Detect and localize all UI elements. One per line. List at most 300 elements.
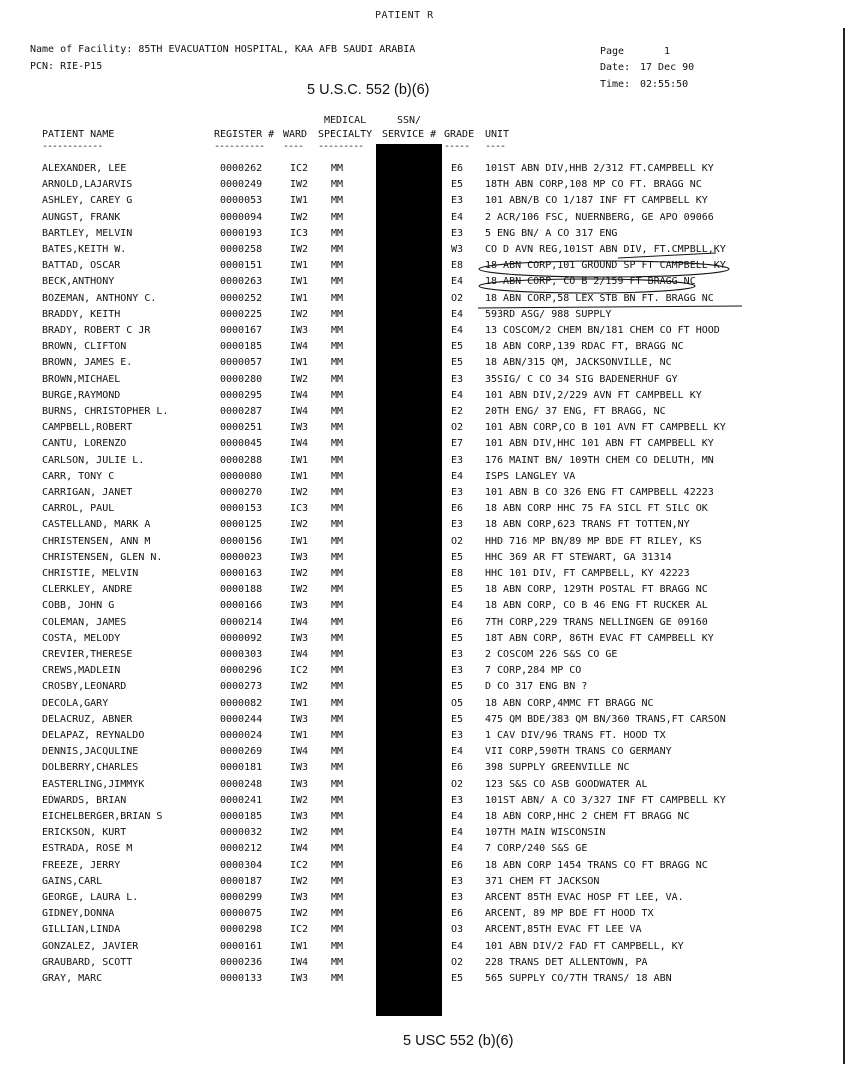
grade-cell: E3 — [451, 730, 464, 741]
page-number: 1 — [664, 46, 671, 57]
unit-cell: 176 MAINT BN/ 109TH CHEM CO DELUTH, MN — [485, 454, 714, 466]
patient-name-cell: BURNS, CHRISTOPHER L. — [42, 406, 169, 417]
ward-cell: IW3 — [290, 600, 309, 612]
medical-specialty-cell: MM — [331, 260, 344, 272]
header-grade: GRADE — [444, 129, 475, 140]
register-number-cell: 0000225 — [220, 308, 263, 320]
medical-specialty-cell: MM — [331, 827, 344, 839]
ward-cell: IW2 — [290, 908, 309, 920]
register-number-cell: 0000032 — [220, 827, 263, 839]
register-number-cell: 0000156 — [220, 535, 263, 547]
unit-cell: ARCENT 85TH EVAC HOSP FT LEE, VA. — [485, 892, 684, 903]
unit-cell: 18 ABN CORP, CO B 2/159 FT BRAGG NC — [485, 276, 696, 288]
patient-name-cell: CROSBY,LEONARD — [42, 681, 127, 693]
register-number-cell: 0000262 — [220, 163, 263, 174]
medical-specialty-cell: MM — [331, 843, 344, 855]
ward-cell: IW1 — [290, 276, 309, 288]
register-number-cell: 0000188 — [220, 584, 263, 596]
grade-cell: E6 — [451, 762, 464, 774]
circle-annotation-battad — [479, 261, 729, 277]
register-number-cell: 0000299 — [220, 892, 263, 903]
patient-name-cell: GRAUBARD, SCOTT — [42, 956, 133, 968]
grade-cell: E3 — [451, 892, 464, 903]
register-number-cell: 0000263 — [220, 276, 263, 288]
grade-cell: E6 — [451, 908, 464, 920]
ward-cell: IW1 — [290, 470, 309, 482]
header-rule-specialty: --------- — [318, 141, 364, 152]
medical-specialty-cell: MM — [331, 632, 344, 644]
medical-specialty-cell: MM — [331, 438, 344, 450]
unit-cell: 18 ABN CORP,4MMC FT BRAGG NC — [485, 697, 654, 709]
ward-cell: IW2 — [290, 681, 309, 693]
register-number-cell: 0000244 — [220, 713, 263, 725]
ward-cell: IW3 — [290, 811, 309, 822]
unit-cell: 101ST ABN DIV,HHB 2/312 FT.CAMPBELL KY — [485, 163, 714, 174]
grade-cell: E3 — [451, 519, 464, 531]
register-number-cell: 0000251 — [220, 422, 263, 434]
patient-name-cell: AUNGST, FRANK — [42, 211, 121, 223]
unit-cell: 593RD ASG/ 988 SUPPLY — [485, 308, 612, 320]
register-number-cell: 0000151 — [220, 260, 263, 272]
ward-cell: IW2 — [290, 179, 309, 191]
unit-cell: 101 ABN/B CO 1/187 INF FT CAMPBELL KY — [485, 195, 708, 207]
medical-specialty-cell: MM — [331, 713, 344, 725]
ward-cell: IW2 — [290, 211, 309, 223]
facility-line: Name of Facility: 85TH EVACUATION HOSPITAL, KAA AFB SAUDI ARABIA — [30, 44, 416, 55]
register-number-cell: 0000296 — [220, 665, 263, 677]
register-number-cell: 0000163 — [220, 568, 263, 579]
ward-cell: IW2 — [290, 487, 309, 498]
unit-cell: 5 ENG BN/ A CO 317 ENG — [485, 227, 618, 239]
grade-cell: E4 — [451, 276, 464, 288]
grade-cell: E3 — [451, 794, 464, 806]
unit-cell: 1 CAV DIV/96 TRANS FT. HOOD TX — [485, 730, 666, 741]
patient-name-cell: ALEXANDER, LEE — [42, 163, 127, 174]
register-number-cell: 0000248 — [220, 778, 263, 790]
register-number-cell: 0000075 — [220, 908, 263, 920]
grade-cell: O2 — [451, 956, 464, 968]
grade-cell: E3 — [451, 665, 464, 677]
grade-cell: E4 — [451, 600, 464, 612]
patient-name-cell: GAINS,CARL — [42, 875, 103, 887]
patient-name-cell: COLEMAN, JAMES — [42, 616, 127, 628]
unit-cell: ISPS LANGLEY VA — [485, 470, 576, 482]
date-label: Date: — [600, 62, 631, 73]
unit-cell: 18 ABN CORP 1454 TRANS CO FT BRAGG NC — [485, 859, 708, 871]
grade-cell: E8 — [451, 568, 464, 579]
report-title: PATIENT R — [375, 10, 434, 21]
patient-name-cell: CARROL, PAUL — [42, 503, 115, 515]
medical-specialty-cell: MM — [331, 454, 344, 466]
grade-cell: E4 — [451, 389, 464, 401]
patient-name-cell: GRAY, MARC — [42, 973, 103, 984]
medical-specialty-cell: MM — [331, 794, 344, 806]
grade-cell: E6 — [451, 859, 464, 871]
medical-specialty-cell: MM — [331, 875, 344, 887]
header-specialty-line2: SPECIALTY — [318, 129, 373, 140]
ward-cell: IW1 — [290, 260, 309, 272]
ward-cell: IW4 — [290, 406, 309, 417]
unit-cell: 18 ABN CORP,HHC 2 CHEM FT BRAGG NC — [485, 811, 690, 822]
register-number-cell: 0000298 — [220, 924, 263, 936]
medical-specialty-cell: MM — [331, 956, 344, 968]
unit-cell: ARCENT, 89 MP BDE FT HOOD TX — [485, 908, 654, 920]
register-number-cell: 0000082 — [220, 697, 263, 709]
grade-cell: E7 — [451, 438, 464, 450]
patient-name-cell: CHRISTENSEN, ANN M — [42, 535, 151, 547]
unit-cell: 18 ABN CORP, 129TH POSTAL FT BRAGG NC — [485, 584, 708, 596]
register-number-cell: 0000270 — [220, 487, 263, 498]
unit-cell: 371 CHEM FT JACKSON — [485, 875, 600, 887]
medical-specialty-cell: MM — [331, 292, 344, 304]
unit-cell: HHC 369 AR FT STEWART, GA 31314 — [485, 551, 672, 563]
unit-cell: 7 CORP,284 MP CO — [485, 665, 582, 677]
register-number-cell: 0000057 — [220, 357, 263, 369]
page-label: Page — [600, 46, 625, 57]
patient-name-cell: GILLIAN,LINDA — [42, 924, 121, 936]
ward-cell: IW3 — [290, 632, 309, 644]
grade-cell: E5 — [451, 681, 464, 693]
ward-cell: IW2 — [290, 308, 309, 320]
unit-cell: HHD 716 MP BN/89 MP BDE FT RILEY, KS — [485, 535, 702, 547]
grade-cell: E4 — [451, 811, 464, 822]
unit-cell: 2 ACR/106 FSC, NUERNBERG, GE APO 09066 — [485, 211, 714, 223]
medical-specialty-cell: MM — [331, 551, 344, 563]
ward-cell: IW4 — [290, 649, 309, 660]
patient-name-cell: CREWS,MADLEIN — [42, 665, 121, 677]
patient-name-cell: CHRISTIE, MELVIN — [42, 568, 139, 579]
grade-cell: O2 — [451, 422, 464, 434]
medical-specialty-cell: MM — [331, 697, 344, 709]
patient-name-cell: BATTAD, OSCAR — [42, 260, 121, 272]
ward-cell: IW4 — [290, 746, 309, 758]
patient-name-cell: FREEZE, JERRY — [42, 859, 121, 871]
register-number-cell: 0000269 — [220, 746, 263, 758]
unit-cell: 123 S&S CO ASB GOODWATER AL — [485, 778, 648, 790]
report-time: 02:55:50 — [640, 79, 689, 90]
patient-name-cell: DENNIS,JACQULINE — [42, 746, 139, 758]
header-patient-name: PATIENT NAME — [42, 129, 115, 140]
circle-annotation-beck — [479, 279, 695, 293]
medical-specialty-cell: MM — [331, 730, 344, 741]
grade-cell: E2 — [451, 406, 464, 417]
medical-specialty-cell: MM — [331, 973, 344, 984]
unit-cell: 18 ABN CORP HHC 75 FA SICL FT SILC OK — [485, 503, 708, 515]
patient-name-cell: EASTERLING,JIMMYK — [42, 778, 145, 790]
register-number-cell: 0000053 — [220, 195, 263, 207]
register-number-cell: 0000287 — [220, 406, 263, 417]
register-number-cell: 0000153 — [220, 503, 263, 515]
patient-name-cell: GEORGE, LAURA L. — [42, 892, 139, 903]
unit-cell: 101 ABN B CO 326 ENG FT CAMPBELL 42223 — [485, 487, 714, 498]
medical-specialty-cell: MM — [331, 470, 344, 482]
grade-cell: E8 — [451, 260, 464, 272]
register-number-cell: 0000045 — [220, 438, 263, 450]
patient-name-cell: CARR, TONY C — [42, 470, 115, 482]
medical-specialty-cell: MM — [331, 211, 344, 223]
unit-cell: 228 TRANS DET ALLENTOWN, PA — [485, 956, 648, 968]
patient-name-cell: COSTA, MELODY — [42, 632, 121, 644]
ward-cell: IW2 — [290, 373, 309, 385]
ward-cell: IW3 — [290, 892, 309, 903]
header-ssn-line2: SERVICE # — [382, 129, 437, 140]
ward-cell: IW4 — [290, 616, 309, 628]
header-ssn-line1: SSN/ — [397, 115, 422, 126]
patient-name-cell: BROWN, CLIFTON — [42, 341, 127, 353]
header-rule-grade: ----- — [444, 141, 470, 152]
medical-specialty-cell: MM — [331, 535, 344, 547]
ward-cell: IC2 — [290, 859, 309, 871]
header-ward: WARD — [283, 129, 308, 140]
medical-specialty-cell: MM — [331, 811, 344, 822]
patient-name-cell: BOZEMAN, ANTHONY C. — [42, 292, 157, 304]
ward-cell: IW2 — [290, 519, 309, 531]
medical-specialty-cell: MM — [331, 179, 344, 191]
register-number-cell: 0000249 — [220, 179, 263, 191]
register-number-cell: 0000212 — [220, 843, 263, 855]
grade-cell: E5 — [451, 713, 464, 725]
medical-specialty-cell: MM — [331, 584, 344, 596]
patient-name-cell: CHRISTENSEN, GLEN N. — [42, 551, 163, 563]
medical-specialty-cell: MM — [331, 341, 344, 353]
ward-cell: IW2 — [290, 568, 309, 579]
register-number-cell: 0000236 — [220, 956, 263, 968]
unit-cell: 18T ABN CORP, 86TH EVAC FT CAMPBELL KY — [485, 632, 714, 644]
grade-cell: E6 — [451, 503, 464, 515]
register-number-cell: 0000094 — [220, 211, 263, 223]
ward-cell: IW1 — [290, 195, 309, 207]
medical-specialty-cell: MM — [331, 616, 344, 628]
register-number-cell: 0000092 — [220, 632, 263, 644]
ward-cell: IW1 — [290, 292, 309, 304]
grade-cell: E3 — [451, 487, 464, 498]
medical-specialty-cell: MM — [331, 276, 344, 288]
header-rule-name: ------------ — [42, 141, 103, 152]
medical-specialty-cell: MM — [331, 195, 344, 207]
register-number-cell: 0000167 — [220, 325, 263, 336]
grade-cell: O3 — [451, 924, 464, 936]
unit-cell: 13 COSCOM/2 CHEM BN/181 CHEM CO FT HOOD — [485, 325, 720, 336]
ward-cell: IW4 — [290, 341, 309, 353]
register-number-cell: 0000214 — [220, 616, 263, 628]
ward-cell: IW4 — [290, 389, 309, 401]
medical-specialty-cell: MM — [331, 924, 344, 936]
medical-specialty-cell: MM — [331, 389, 344, 401]
register-number-cell: 0000125 — [220, 519, 263, 531]
medical-specialty-cell: MM — [331, 681, 344, 693]
header-register: REGISTER # — [214, 129, 275, 140]
ward-cell: IW1 — [290, 730, 309, 741]
grade-cell: O2 — [451, 778, 464, 790]
medical-specialty-cell: MM — [331, 778, 344, 790]
medical-specialty-cell: MM — [331, 649, 344, 660]
unit-cell: 101 ABN CORP,CO B 101 AVN FT CAMPBELL KY — [485, 422, 726, 434]
ward-cell: IW3 — [290, 973, 309, 984]
grade-cell: E4 — [451, 470, 464, 482]
ward-cell: IW2 — [290, 875, 309, 887]
grade-cell: E3 — [451, 875, 464, 887]
medical-specialty-cell: MM — [331, 406, 344, 417]
register-number-cell: 0000288 — [220, 454, 263, 466]
register-number-cell: 0000181 — [220, 762, 263, 774]
report-date: 17 Dec 90 — [640, 62, 695, 73]
medical-specialty-cell: MM — [331, 308, 344, 320]
grade-cell: E4 — [451, 827, 464, 839]
ward-cell: IW1 — [290, 535, 309, 547]
patient-name-cell: ARNOLD,LAJARVIS — [42, 179, 133, 191]
unit-cell: 101 ABN DIV/2 FAD FT CAMPBELL, KY — [485, 940, 684, 952]
register-number-cell: 0000258 — [220, 244, 263, 255]
medical-specialty-cell: MM — [331, 373, 344, 385]
ward-cell: IW4 — [290, 438, 309, 450]
grade-cell: E4 — [451, 211, 464, 223]
register-number-cell: 0000080 — [220, 470, 263, 482]
grade-cell: E5 — [451, 973, 464, 984]
unit-cell: 18 ABN CORP,58 LEX STB BN FT. BRAGG NC — [485, 292, 714, 304]
unit-cell: 565 SUPPLY CO/7TH TRANS/ 18 ABN — [485, 973, 672, 984]
unit-cell: 18 ABN CORP,139 RDAC FT, BRAGG NC — [485, 341, 684, 353]
register-number-cell: 0000024 — [220, 730, 263, 741]
patient-name-cell: GIDNEY,DONNA — [42, 908, 115, 920]
header-specialty-line1: MEDICAL — [324, 115, 367, 126]
ward-cell: IW1 — [290, 357, 309, 369]
unit-cell: 18 ABN CORP,623 TRANS FT TOTTEN,NY — [485, 519, 690, 531]
unit-cell: 20TH ENG/ 37 ENG, FT BRAGG, NC — [485, 406, 666, 417]
register-number-cell: 0000273 — [220, 681, 263, 693]
patient-name-cell: DELAPAZ, REYNALDO — [42, 730, 145, 741]
patient-name-cell: EDWARDS, BRIAN — [42, 794, 127, 806]
grade-cell: E5 — [451, 357, 464, 369]
pcn-line: PCN: RIE-P15 — [30, 61, 103, 72]
unit-cell: 101 ABN DIV,2/229 AVN FT CAMPBELL KY — [485, 389, 702, 401]
patient-name-cell: BATES,KEITH W. — [42, 244, 127, 255]
register-number-cell: 0000252 — [220, 292, 263, 304]
ward-cell: IC3 — [290, 227, 309, 239]
grade-cell: E4 — [451, 325, 464, 336]
ward-cell: IC2 — [290, 665, 309, 677]
ward-cell: IC3 — [290, 503, 309, 515]
grade-cell: E4 — [451, 843, 464, 855]
unit-cell: HHC 101 DIV, FT CAMPBELL, KY 42223 — [485, 568, 690, 579]
exemption-stamp-top: 5 U.S.C. 552 (b)(6) — [307, 82, 430, 98]
ward-cell: IW3 — [290, 551, 309, 563]
unit-cell: 107TH MAIN WISCONSIN — [485, 827, 606, 839]
header-unit: UNIT — [485, 129, 510, 140]
unit-cell: 475 QM BDE/383 QM BN/360 TRANS,FT CARSON — [485, 713, 726, 725]
time-label: Time: — [600, 79, 631, 90]
header-rule-unit: ---- — [485, 141, 506, 152]
patient-name-cell: DECOLA,GARY — [42, 697, 109, 709]
page-edge-line — [843, 28, 845, 1064]
ward-cell: IW1 — [290, 697, 309, 709]
medical-specialty-cell: MM — [331, 746, 344, 758]
ward-cell: IW2 — [290, 244, 309, 255]
grade-cell: W3 — [451, 244, 464, 255]
patient-name-cell: DELACRUZ, ABNER — [42, 713, 133, 725]
header-rule-ward: ---- — [283, 141, 304, 152]
register-number-cell: 0000187 — [220, 875, 263, 887]
patient-name-cell: BRADDY, KEITH — [42, 308, 121, 320]
grade-cell: E4 — [451, 940, 464, 952]
medical-specialty-cell: MM — [331, 244, 344, 255]
patient-name-cell: BROWN, JAMES E. — [42, 357, 133, 369]
patient-name-cell: CARLSON, JULIE L. — [42, 454, 145, 466]
ward-cell: IW1 — [290, 940, 309, 952]
patient-name-cell: CASTELLAND, MARK A — [42, 519, 151, 531]
unit-cell: 7 CORP/240 S&S GE — [485, 843, 588, 855]
ward-cell: IW3 — [290, 713, 309, 725]
patient-name-cell: GONZALEZ, JAVIER — [42, 940, 139, 952]
patient-name-cell: CARRIGAN, JANET — [42, 487, 133, 498]
grade-cell: E6 — [451, 616, 464, 628]
register-number-cell: 0000241 — [220, 794, 263, 806]
ward-cell: IW3 — [290, 422, 309, 434]
medical-specialty-cell: MM — [331, 600, 344, 612]
grade-cell: E6 — [451, 163, 464, 174]
underline-annotation-bozeman — [478, 306, 742, 308]
ward-cell: IW2 — [290, 794, 309, 806]
unit-cell: 18 ABN CORP, CO B 46 ENG FT RUCKER AL — [485, 600, 708, 612]
patient-name-cell: CREVIER,THERESE — [42, 649, 133, 660]
register-number-cell: 0000193 — [220, 227, 263, 239]
register-number-cell: 0000185 — [220, 341, 263, 353]
ward-cell: IW1 — [290, 454, 309, 466]
medical-specialty-cell: MM — [331, 892, 344, 903]
unit-cell: 398 SUPPLY GREENVILLE NC — [485, 762, 630, 774]
medical-specialty-cell: MM — [331, 940, 344, 952]
ward-cell: IC2 — [290, 924, 309, 936]
medical-specialty-cell: MM — [331, 325, 344, 336]
ward-cell: IW4 — [290, 956, 309, 968]
grade-cell: E5 — [451, 584, 464, 596]
medical-specialty-cell: MM — [331, 487, 344, 498]
grade-cell: O2 — [451, 292, 464, 304]
unit-cell: ARCENT,85TH EVAC FT LEE VA — [485, 924, 642, 936]
patient-name-cell: COBB, JOHN G — [42, 600, 115, 612]
register-number-cell: 0000303 — [220, 649, 263, 660]
register-number-cell: 0000166 — [220, 600, 263, 612]
underline-annotation-bates — [618, 253, 716, 258]
register-number-cell: 0000304 — [220, 859, 263, 871]
unit-cell: 101ST ABN/ A CO 3/327 INF FT CAMPBELL KY — [485, 794, 726, 806]
ward-cell: IW2 — [290, 584, 309, 596]
patient-name-cell: CANTU, LORENZO — [42, 438, 127, 450]
patient-name-cell: EICHELBERGER,BRIAN S — [42, 811, 163, 822]
patient-name-cell: DOLBERRY,CHARLES — [42, 762, 139, 774]
header-rule-register: ---------- — [214, 141, 265, 152]
patient-name-cell: BARTLEY, MELVIN — [42, 227, 133, 239]
unit-cell: 7TH CORP,229 TRANS NELLINGEN GE 09160 — [485, 616, 708, 628]
medical-specialty-cell: MM — [331, 519, 344, 531]
grade-cell: E3 — [451, 195, 464, 207]
medical-specialty-cell: MM — [331, 908, 344, 920]
patient-name-cell: ESTRADA, ROSE M — [42, 843, 133, 855]
medical-specialty-cell: MM — [331, 163, 344, 174]
patient-name-cell: CAMPBELL,ROBERT — [42, 422, 133, 434]
patient-name-cell: ASHLEY, CAREY G — [42, 195, 133, 207]
medical-specialty-cell: MM — [331, 762, 344, 774]
patient-name-cell: BECK,ANTHONY — [42, 276, 115, 288]
medical-specialty-cell: MM — [331, 422, 344, 434]
medical-specialty-cell: MM — [331, 859, 344, 871]
exemption-stamp-bottom: 5 USC 552 (b)(6) — [403, 1033, 514, 1049]
grade-cell: E3 — [451, 373, 464, 385]
unit-cell: 18 ABN/315 QM, JACKSONVILLE, NC — [485, 357, 672, 369]
grade-cell: E5 — [451, 551, 464, 563]
patient-name-cell: BRADY, ROBERT C JR — [42, 325, 151, 336]
medical-specialty-cell: MM — [331, 665, 344, 677]
unit-cell: VII CORP,590TH TRANS CO GERMANY — [485, 746, 672, 758]
